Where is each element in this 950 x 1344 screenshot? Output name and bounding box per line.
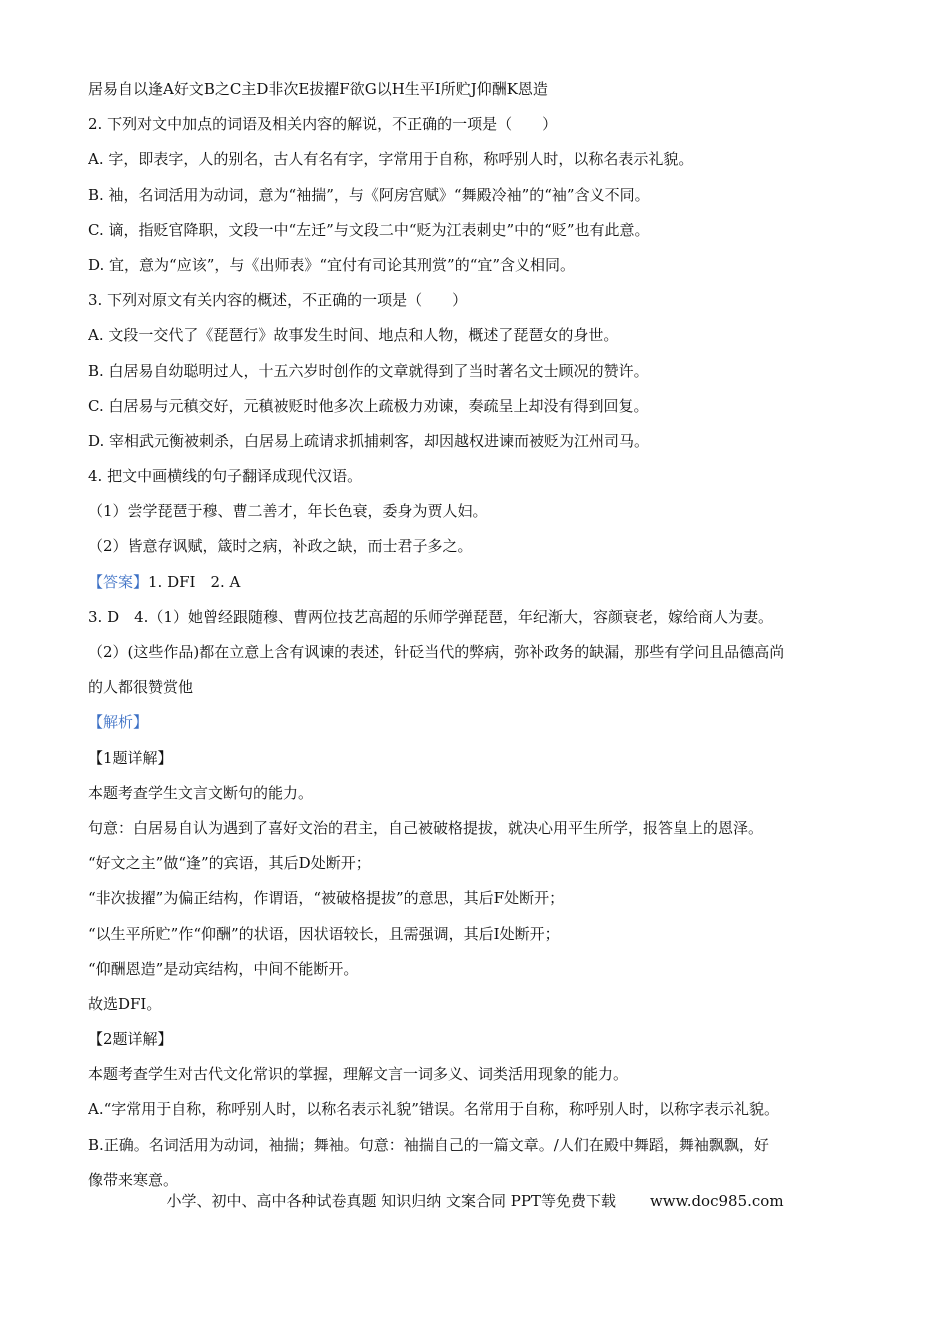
analysis-paragraph: “好文之主”做“逢”的宾语，其后D处断开； (88, 854, 371, 873)
question-3-option-d: D. 宰相武元衡被刺杀，白居易上疏请求抓捕刺客，却因越权进谏而被贬为江州司马。 (88, 431, 650, 450)
footer-url-link[interactable]: www.doc985.com (649, 1192, 784, 1210)
analysis-paragraph: 本题考查学生对古代文化常识的掌握，理解文言一词多义、词类活用现象的能力。 (88, 1065, 629, 1084)
analysis-paragraph: 像带来寒意。 (88, 1170, 179, 1189)
analysis-paragraph: 句意：白居易自认为遇到了喜好文治的君主，自己被破格提拔，就决心用平生所学，报答皇上的恩泽。 (88, 818, 764, 837)
question-2-stem: 2. 下列对文中加点的词语及相关内容的解说，不正确的一项是（ ） (88, 115, 558, 134)
page-footer (0, 1190, 950, 1212)
question-4-stem: 4. 把文中画横线的句子翻译成现代汉语。 (88, 467, 363, 486)
answer-text: 1. DFI 2. A (148, 572, 241, 591)
answer-line-3: （2）(这些作品)都在立意上含有讽谏的表述，针砭当代的弊病，弥补政务的缺漏，那些有学问且品德高尚 (88, 643, 785, 661)
question-3-option-b: B. 白居易自幼聪明过人，十五六岁时创作的文章就得到了当时著名文士顾况的赞许。 (88, 361, 649, 380)
analysis-paragraph: 故选DFI。 (88, 994, 162, 1013)
question-3-option-c: C. 白居易与元稹交好，元稹被贬时他多次上疏极力劝谏，奏疏呈上却没有得到回复。 (88, 396, 649, 415)
document-body (88, 72, 873, 1198)
question-2-option-a: A. 字，即表字，人的别名，古人有名有字，字常用于自称，称呼别人时，以称名表示礼貌。 (88, 150, 694, 169)
footer-text: 小学、初中、高中各种试卷真题 知识归纳 文案合同 PPT等免费下载 (166, 1192, 616, 1210)
analysis-paragraph: “仰酬恩造”是动宾结构，中间不能断开。 (88, 959, 359, 978)
analysis-paragraph: B.正确。名词活用为动词，袖揣；舞袖。句意：袖揣自己的一篇文章。/人们在殿中舞蹈，舞袖飘飘，好 (88, 1135, 769, 1154)
question-2-option-d: D. 宜，意为“应该”，与《出师表》“宜付有司论其刑赏”的“宜”含义相同。 (88, 255, 576, 274)
question-4-sentence-2: （2）皆意存讽赋，箴时之病，补政之缺，而士君子多之。 (88, 537, 473, 556)
text-line: 居易自以逢A好文B之C主D非次E拔擢F欲G以H生平I所贮J仰酬K恩造 (88, 80, 548, 98)
question-4-sentence-1: （1）尝学琵琶于穆、曹二善才，年长色衰，委身为贾人妇。 (88, 502, 488, 521)
analysis-paragraph: “非次拔擢”为偏正结构，作谓语，“被破格提拔”的意思，其后F处断开； (88, 889, 565, 908)
section-heading-q1: 【1题详解】 (88, 748, 173, 767)
question-2-option-b: B. 袖，名词活用为动词，意为“袖揣”，与《阿房宫赋》“舞殿冷袖”的“袖”含义不同。 (88, 185, 650, 204)
answer-line-4: 的人都很赞赏他 (88, 678, 194, 697)
question-3-option-a: A. 文段一交代了《琵琶行》故事发生时间、地点和人物，概述了琵琶女的身世。 (88, 326, 619, 345)
question-2-option-c: C. 谪，指贬官降职，文段一中“左迁”与文段二中“贬为江表刺史”中的“贬”也有此意。 (88, 220, 650, 239)
analysis-paragraph: A.“字常用于自称，称呼别人时，以称名表示礼貌”错误。名常用于自称，称呼别人时，以称字表示礼貌。 (88, 1100, 779, 1119)
answer-tag: 【答案】 (88, 572, 149, 591)
answer-line-2: 3. D 4.（1）她曾经跟随穆、曹两位技艺高超的乐师学弹琵琶，年纪渐大，容颜衰老，嫁给商人为妻。 (88, 607, 773, 626)
answer-line (88, 565, 873, 600)
analysis-tag: 【解析】 (88, 713, 149, 732)
analysis-paragraph: “以生平所贮”作“仰酬”的状语，因状语较长，且需强调，其后I处断开； (88, 924, 560, 943)
analysis-paragraph: 本题考查学生文言文断句的能力。 (88, 783, 314, 802)
question-3-stem: 3. 下列对原文有关内容的概述，不正确的一项是（ ） (88, 291, 468, 310)
section-heading-q2: 【2题详解】 (88, 1030, 173, 1049)
